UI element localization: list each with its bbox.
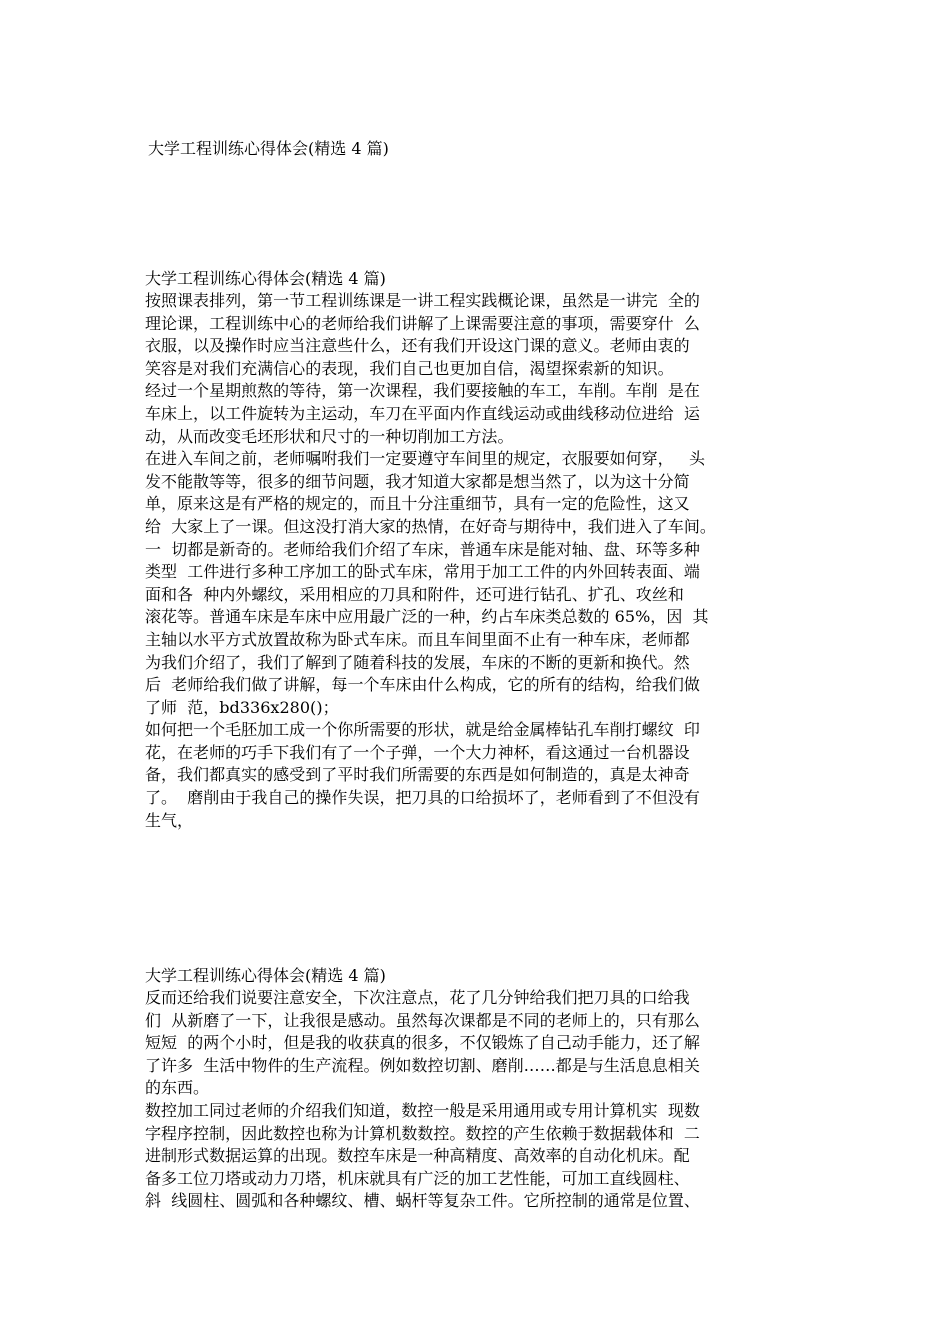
paragraph-line: 数控加工同过老师的介绍我们知道，数控一般是采用通用或专用计算机实 现数 — [145, 1100, 700, 1120]
paragraph-line: 们 从新磨了一下，让我很是感动。虽然每次课都是不同的老师上的，只有那么 — [145, 1010, 700, 1030]
paragraph-line: 为我们介绍了，我们了解到了随着科技的发展，车床的不断的更新和换代。然 — [145, 652, 690, 672]
paragraph-line: 主轴以水平方式放置故称为卧式车床。而且车间里面不止有一种车床，老师都 — [145, 629, 690, 649]
section-heading: 大学工程训练心得体会(精选 4 篇) — [145, 966, 386, 985]
paragraph-line: 斜 线圆柱、圆弧和各种螺纹、槽、蜗杆等复杂工件。它所控制的通常是位置、 — [145, 1191, 700, 1211]
paragraph-line: 花，在老师的巧手下我们有了一个子弹，一个大力神杯，看这通过一台机器设 — [145, 742, 690, 762]
paragraph-line: 发不能散等等，很多的细节问题，我才知道大家都是想当然了，以为这十分简 — [145, 471, 690, 491]
paragraph-line: 生气， — [145, 810, 194, 830]
paragraph-line: 的东西。 — [145, 1078, 210, 1098]
paragraph-line: 备多工位刀塔或动力刀塔，机床就具有广泛的加工艺性能，可加工直线圆柱、 — [145, 1168, 690, 1188]
paragraph-line: 经过一个星期煎熬的等待，第一次课程，我们要接触的车工，车削。车削 是在 — [145, 381, 700, 401]
paragraph-line: 笑容是对我们充满信心的表现，我们自己也更加自信，渴望探索新的知识。 — [145, 358, 674, 378]
paragraph-line: 单，原来这是有严格的规定的，而且十分注重细节，具有一定的危险性，这又 — [145, 494, 690, 514]
text-section-1 — [145, 268, 810, 832]
paragraph-line: 在进入车间之前，老师嘱咐我们一定要遵守车间里的规定，衣服要如何穿， 头 — [145, 449, 705, 469]
paragraph-line: 车床上，以工件旋转为主运动，车刀在平面内作直线运动或曲线移动位进给 运 — [145, 403, 700, 423]
paragraph-line: 反而还给我们说要注意安全，下次注意点，花了几分钟给我们把刀具的口给我 — [145, 988, 690, 1007]
paragraph-line: 衣服，以及操作时应当注意些什么，还有我们开设这门课的意义。老师由衷的 — [145, 336, 690, 356]
paragraph-line: 按照课表排列，第一节工程训练课是一讲工程实践概论课，虽然是一讲完 全的 — [145, 291, 700, 310]
paragraph-line: 一 切都是新奇的。老师给我们介绍了车床，普通车床是能对轴、盘、环等多种 — [145, 539, 700, 559]
paragraph-line: 字程序控制，因此数控也称为计算机数数控。数控的产生依赖于数据载体和 二 — [145, 1123, 700, 1143]
paragraph-line: 滚花等。普通车床是车床中应用最广泛的一种，约占车床类总数的 65%，因 其 — [145, 607, 709, 627]
paragraph-line: 了师 范，bd336x280()； — [145, 697, 339, 717]
paragraph-line: 了。 磨削由于我自己的操作失误，把刀具的口给损坏了，老师看到了不但没有 — [145, 788, 700, 808]
paragraph-line: 如何把一个毛胚加工成一个你所需要的形状，就是给金属棒钻孔车削打螺纹 印 — [145, 720, 700, 740]
paragraph-line: 动，从而改变毛坯形状和尺寸的一种切削加工方法。 — [145, 426, 514, 446]
paragraph-line: 面和各 种内外螺纹，采用相应的刀具和附件，还可进行钻孔、扩孔、攻丝和 — [145, 584, 684, 604]
text-section-2 — [145, 965, 810, 1213]
paragraph-line: 备，我们都真实的感受到了平时我们所需要的东西是如何制造的，真是太神奇 — [145, 765, 690, 785]
paragraph-line: 了许多 生活中物件的生产流程。例如数控切割、磨削……都是与生活息息相关 — [145, 1055, 700, 1075]
paragraph-line: 后 老师给我们做了讲解，每一个车床由什么构成，它的所有的结构，给我们做 — [145, 675, 700, 695]
paragraph-line: 给 大家上了一课。但这没打消大家的热情，在好奇与期待中，我们进入了车间。 — [145, 516, 716, 536]
paragraph-line: 短短 的两个小时，但是我的收获真的很多，不仅锻炼了自己动手能力，还了解 — [145, 1033, 700, 1053]
paragraph-line: 理论课，工程训练中心的老师给我们讲解了上课需要注意的事项，需要穿什 么 — [145, 313, 700, 333]
paragraph-line: 进制形式数据运算的出现。数控车床是一种高精度、高效率的自动化机床。配 — [145, 1146, 690, 1166]
document-title: 大学工程训练心得体会(精选 4 篇) — [148, 139, 389, 158]
paragraph-line: 类型 工件进行多种工序加工的卧式车床，常用于加工工件的内外回转表面、端 — [145, 562, 700, 582]
section-heading: 大学工程训练心得体会(精选 4 篇) — [145, 269, 386, 288]
